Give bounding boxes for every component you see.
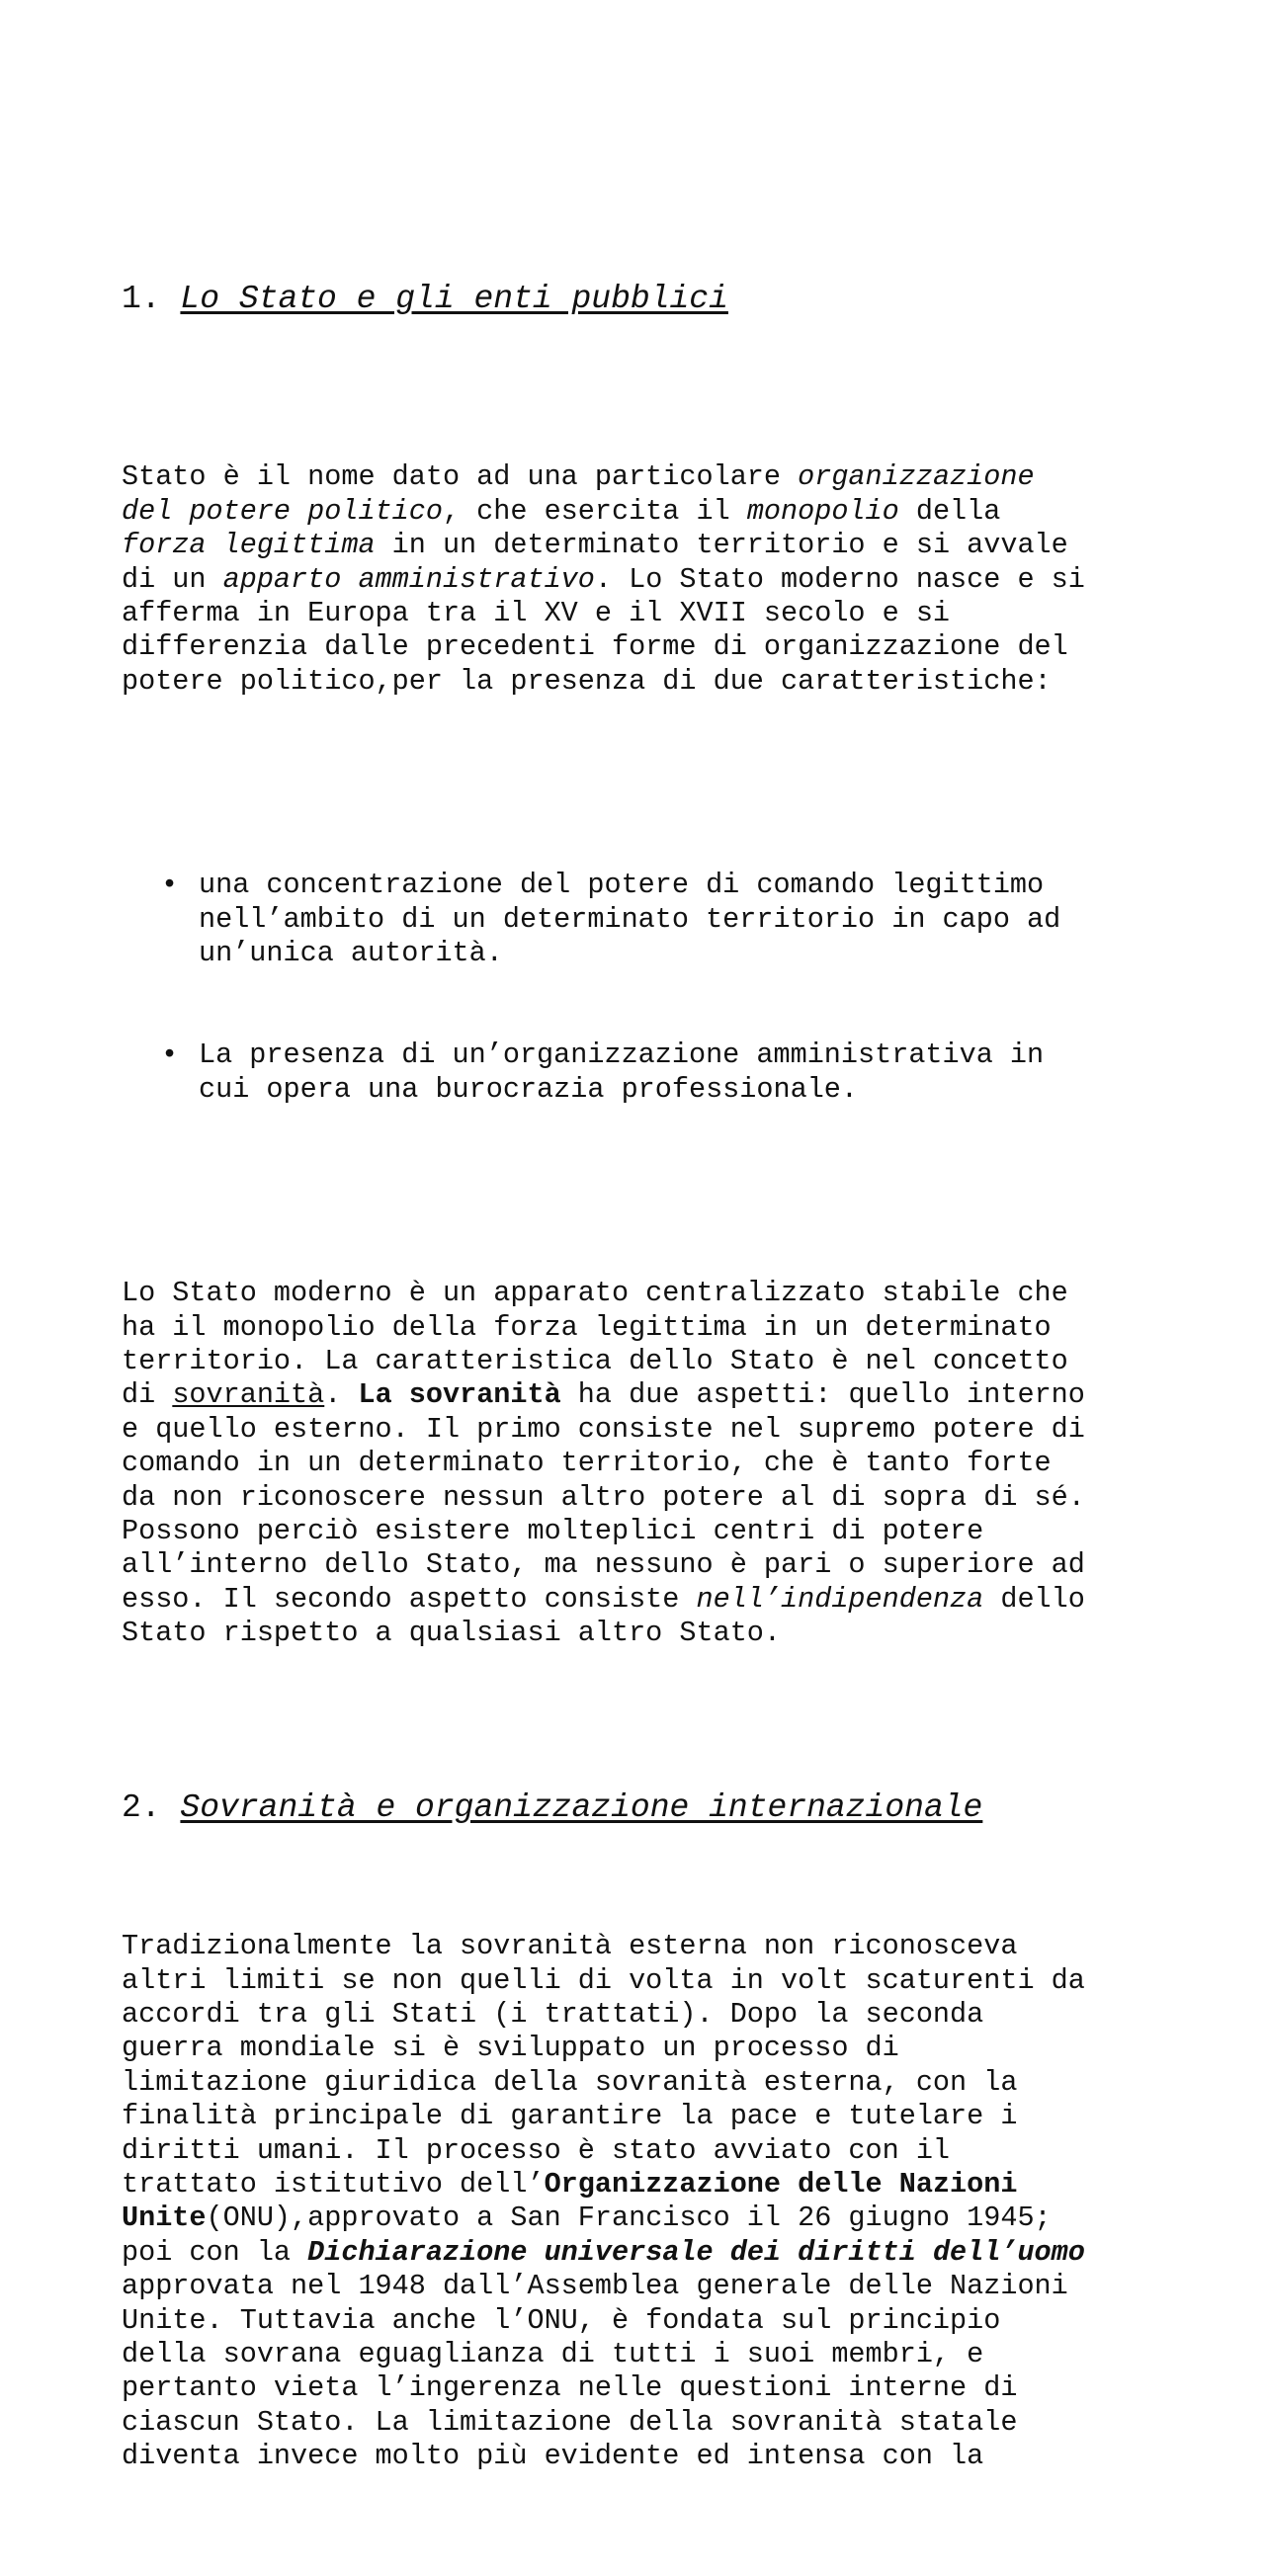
- section-2-paragraph-1: [122, 1930, 1169, 2474]
- text-run: (ONU),approvato a San Francisco il 26 giugno 1945; poi con la: [122, 2202, 1052, 2269]
- italic-term-apparto-amministrativo: apparto amministrativo: [222, 562, 595, 596]
- italic-term-indipendenza: nell’indipendenza: [696, 1582, 984, 1616]
- underlined-term-sovranita: sovranità: [172, 1378, 325, 1412]
- italic-term-organizzazione: organizzazione del potere politico: [122, 460, 1035, 528]
- text-run: . Lo Stato moderno nasce e si afferma in Europa tra il XV e il XVII secolo e si differenzia dalle precedenti forme di organizzazione del potere politico,per la presenza di due caratteristiche:: [122, 562, 1085, 698]
- section-2-number: 2.: [122, 1788, 181, 1826]
- section-2-heading: [122, 1788, 1169, 1828]
- list-item: [122, 1039, 1169, 1107]
- section-1-paragraph-1: [122, 460, 1169, 699]
- bullet-icon: •: [161, 869, 179, 902]
- italic-term-monopolio: monopolio: [746, 494, 899, 528]
- text-run: Stato è il nome dato ad una particolare: [122, 460, 799, 494]
- list-item-text: La presenza di un’organizzazione amministrativa in cui opera una burocrazia professionale.: [199, 1039, 1045, 1106]
- text-run: approvata nel 1948 dall’Assemblea generale delle Nazioni Unite. Tuttavia anche l’ONU, è fondata sul principio della sovrana eguaglianza di tutti i suoi membri, e pertanto vieta l’ingerenza nelle questioni interne di ciascun Stato. La limitazione della sovranità statale diventa invece molto più evidente ed intensa con la: [122, 2270, 1068, 2473]
- characteristics-list: [122, 801, 1169, 1175]
- italic-term-forza-legittima: forza legittima: [122, 529, 376, 562]
- list-item-text: una concentrazione del potere di comando legittimo nell’ambito di un determinato territorio in capo ad un’unica autorità.: [199, 869, 1061, 970]
- text-run: della: [915, 494, 1001, 528]
- text-run: .: [324, 1378, 359, 1412]
- text-run: ha due aspetti: quello interno e quello esterno. Il primo consiste nel supremo potere di comando in un determinato territorio, che è tanto forte da non riconoscere nessun altro potere al di sopra di sé. Possono perciò esistere molteplici centri di potere all’interno dello Stato, ma nessuno è pari o superiore ad esso. Il secondo aspetto consiste: [122, 1378, 1085, 1616]
- bold-term-la-sovranita: La sovranità: [358, 1378, 561, 1412]
- section-2-title: Sovranità e organizzazione internazionale: [180, 1788, 983, 1826]
- section-1-title: Lo Stato e gli enti pubblici: [180, 281, 728, 318]
- text-run: , che esercita il: [442, 494, 747, 528]
- text-run: Tradizionalmente la sovranità esterna non riconosceva altri limiti se non quelli di volta in volt scaturenti da accordi tra gli Stati (i trattati). Dopo la seconda guerra mondiale si è sviluppato un processo di limitazione giuridica della sovranità esterna, con la finalità principale di garantire la pace e tutelare i diritti umani. Il processo è stato avviato con il trattato istitutivo dell’: [122, 1930, 1085, 2201]
- document-body: [122, 178, 1169, 2576]
- bold-term-onu: Organizzazione delle Nazioni Unite: [122, 2167, 1018, 2235]
- text-run: dello Stato rispetto a qualsiasi altro Stato.: [122, 1582, 1085, 1650]
- bold-italic-term-dichiarazione: Dichiarazione universale dei diritti dell’uomo: [307, 2235, 1085, 2269]
- section-1-number: 1.: [122, 281, 181, 318]
- bullet-icon: •: [161, 1039, 179, 1072]
- text-run: Lo Stato moderno è un apparato centralizzato stabile che ha il monopolio della forza legittima in un determinato territorio. La caratteristica dello Stato è nel concetto di: [122, 1277, 1068, 1412]
- section-1-heading: [122, 280, 1169, 319]
- text-run: in un determinato territorio e si avvale di un: [122, 529, 1068, 596]
- section-1-paragraph-2: [122, 1277, 1169, 1650]
- list-item: [122, 869, 1169, 970]
